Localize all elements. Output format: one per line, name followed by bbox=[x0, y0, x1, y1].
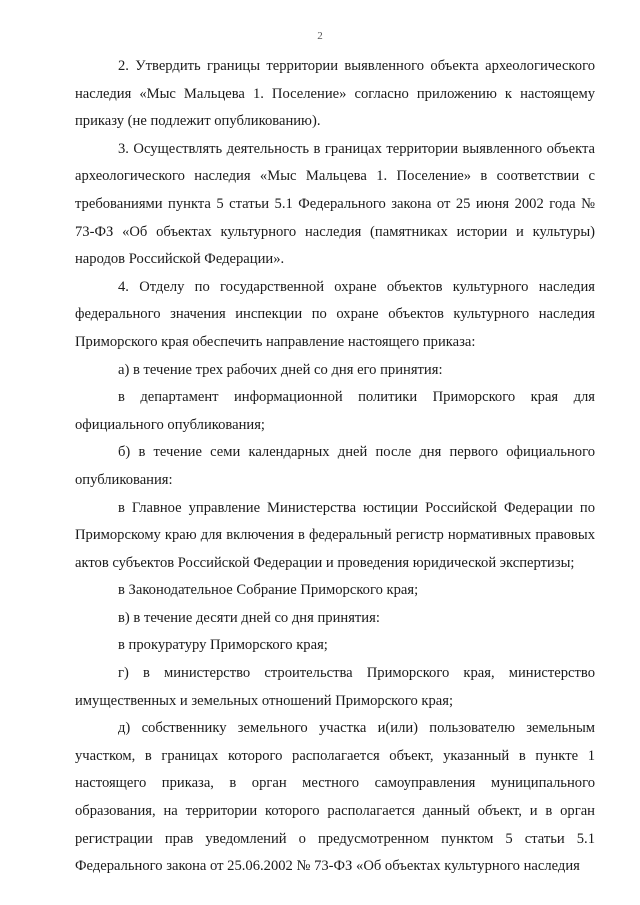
paragraph-subitem-d: д) собственнику земельного участка и(или) пользователю земельным участком, в границах которого располагается объект, указанный в пункте 1 настоящего приказа, в орган местного самоуправления муниципального образования, на территории которого располагается данный объект, и в орган регистрации прав уведомлений о предусмотренном пунктом 5 статьи 5.1 Федерального закона от 25.06.2002 № 73-ФЗ «Об объектах культурного наследия bbox=[75, 720, 595, 875]
paragraph-item-4: 4. Отделу по государственной охране объектов культурного наследия федерального значения инспекции по охране объектов культурного наследия Приморского края обеспечить направление настоящего приказа: bbox=[75, 278, 595, 350]
page-number: 2 bbox=[317, 30, 323, 42]
paragraph-recipient-ministry-justice: в Главное управление Министерства юстиции Российской Федерации по Приморскому краю для включения в федеральный регистр нормативных правовых актов субъектов Российской Федерации и проведения юридической экспертизы; bbox=[75, 499, 595, 571]
paragraph-item-2: 2. Утвердить границы территории выявленного объекта археологического наследия «Мыс Мальцева 1. Поселение» согласно приложению к настоящему приказу (не подлежит опубликованию). bbox=[75, 58, 595, 130]
paragraph-subitem-b: б) в течение семи календарных дней после дня первого официального опубликования: bbox=[75, 444, 595, 488]
paragraph-subitem-a: а) в течение трех рабочих дней со дня его принятия: bbox=[118, 361, 443, 378]
paragraph-recipient-legislative-assembly: в Законодательное Собрание Приморского края; bbox=[118, 582, 419, 599]
paragraph-item-3: 3. Осуществлять деятельность в границах территории выявленного объекта археологического наследия «Мыс Мальцева 1. Поселение» в соответствии с требованиями пункта 5 статьи 5.1 Федерального закона от 25 июня 2002 года № 73-ФЗ «Об объектах культурного наследия (памятниках истории и культуры) народов Российской Федерации». bbox=[75, 140, 595, 268]
document-body bbox=[75, 53, 595, 881]
paragraph-subitem-v: в) в течение десяти дней со дня принятия: bbox=[118, 609, 380, 626]
paragraph-recipient-prosecutor: в прокуратуру Приморского края; bbox=[118, 637, 328, 654]
paragraph-subitem-g: г) в министерство строительства Приморского края, министерство имущественных и земельных отношений Приморского края; bbox=[75, 665, 595, 709]
paragraph-recipient-info-dept: в департамент информационной политики Приморского края для официального опубликования; bbox=[75, 389, 595, 433]
